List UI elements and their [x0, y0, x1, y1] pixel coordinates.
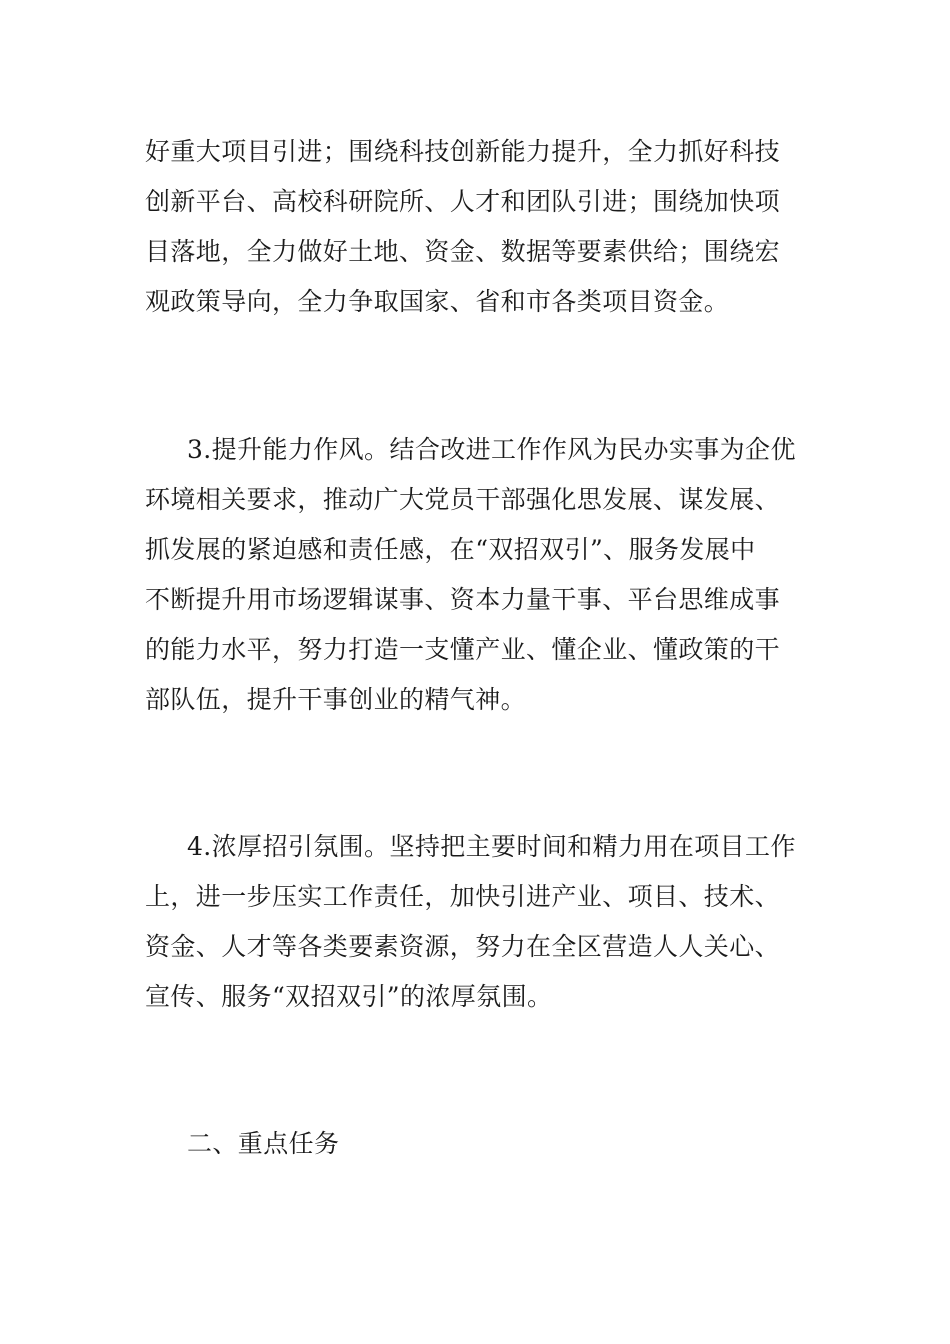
paragraph3-line-4: 宣传、服务“双招双引”的浓厚氛围。: [145, 982, 553, 1011]
paragraph1-line-1: 好重大项目引进；围绕科技创新能力提升，全力抓好科技: [145, 137, 781, 166]
section-heading: 二、重点任务: [187, 1129, 340, 1158]
paragraph2-line-5: 的能力水平，努力打造一支懂产业、懂企业、懂政策的干: [145, 635, 781, 664]
paragraph1-line-2: 创新平台、高校科研院所、人才和团队引进；围绕加快项: [145, 187, 781, 216]
paragraph2-line-6: 部队伍，提升干事创业的精气神。: [145, 685, 527, 714]
paragraph3-line-2: 上，进一步压实工作责任，加快引进产业、项目、技术、: [145, 882, 781, 911]
paragraph2-line-4: 不断提升用市场逻辑谋事、资本力量干事、平台思维成事: [145, 585, 781, 614]
paragraph1-line-3: 目落地，全力做好土地、资金、数据等要素供给；围绕宏: [145, 237, 781, 266]
paragraph2-line-1: 3.提升能力作风。结合改进工作作风为民办实事为企优: [187, 435, 796, 464]
paragraph1-line-4: 观政策导向，全力争取国家、省和市各类项目资金。: [145, 287, 730, 316]
paragraph3-line-3: 资金、人才等各类要素资源，努力在全区营造人人关心、: [145, 932, 781, 961]
paragraph2-line-3: 抓发展的紧迫感和责任感，在“双招双引”、服务发展中: [145, 535, 756, 564]
paragraph2-line-2: 环境相关要求，推动广大党员干部强化思发展、谋发展、: [145, 485, 781, 514]
paragraph3-line-1: 4.浓厚招引氛围。坚持把主要时间和精力用在项目工作: [187, 832, 796, 861]
